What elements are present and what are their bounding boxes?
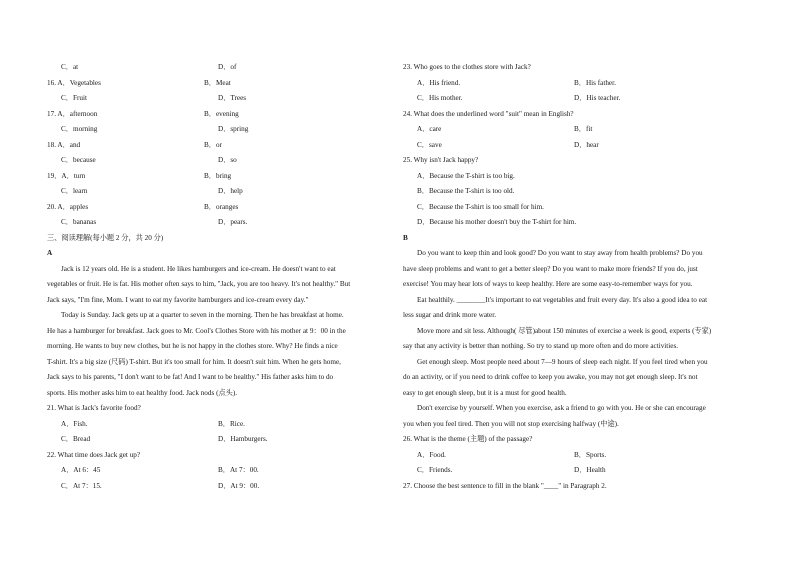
q24-row1: [403, 122, 748, 138]
q21-row1: [47, 417, 387, 433]
q26-row1: [403, 448, 748, 464]
passage-a-line: Jack is 12 years old. He is a student. He likes hamburgers and ice-cream. He doesn't want to eat: [61, 264, 336, 273]
passage-b-line: say that any activity is better than nothing. So try to stand up more often and do more activities.: [403, 342, 679, 350]
q17-option-b: B．evening: [204, 109, 239, 118]
q18-option-b: B．or: [204, 140, 222, 149]
passage-b-line: Don't exercise by yourself. When you exercise, ask a friend to go with you. He or she can encourage: [417, 404, 706, 412]
q22-option-c: C．At 7：15.: [61, 481, 102, 490]
passage-a-line: T-shirt. It's a big size (尺码) T-shirt. But it's too small for him. It doesn't suit him. When he gets home,: [47, 357, 341, 366]
q16-option-a: 16. A．Vegetables: [47, 78, 101, 87]
q22-row1: [47, 463, 387, 479]
q15-option-c: C．at: [61, 63, 79, 71]
q24-option-c: C．save: [417, 140, 442, 149]
passage-a-line: vegetables or fruit. He is fat. His mother often says to him, "Jack, you are too heavy. It's not healthy." But: [47, 280, 351, 288]
passage-a-line: Jack says, "I'm fine, Mom. I want to eat my favorite hamburgers and ice-cream every day.": [47, 295, 309, 304]
q23-option-a: A．His friend.: [417, 78, 461, 87]
q16-option-d: D．Trees: [218, 94, 247, 102]
q19-option-a: 19．A．turn: [47, 171, 86, 180]
q18-row2: [47, 153, 387, 169]
q20-row1: [47, 200, 387, 216]
passage-a-line: morning. He wants to buy new clothes, but he is not happy in the clothes store. Why? He finds a nice: [47, 342, 338, 350]
q21-stem: 21. What is Jack's favorite food?: [47, 404, 141, 412]
q20-option-b: B．oranges: [204, 202, 239, 211]
q17-row2: [47, 122, 387, 138]
passage-a-title: A: [47, 249, 53, 257]
q17-option-d: D．spring: [218, 125, 249, 133]
q19-option-c: C．learn: [61, 187, 88, 195]
passage-b-line: less sugar and drink more water.: [403, 311, 497, 319]
q22-option-b: B．At 7：00.: [218, 466, 259, 474]
q24-option-a: A．care: [417, 125, 442, 133]
q22-row2: [47, 479, 387, 495]
q18-row1: [47, 138, 387, 154]
q16-row1: [47, 76, 387, 92]
q26-option-b: B．Sports.: [574, 450, 607, 459]
left-column: [47, 60, 387, 494]
q22-option-a: A．At 6：45: [61, 466, 101, 474]
q17-option-a: 17. A．afternoon: [47, 109, 98, 118]
q21-option-c: C．Bread: [61, 435, 91, 443]
q23-option-c: C．His mother.: [417, 94, 463, 102]
q26-option-c: C．Friends.: [417, 466, 453, 474]
q23-row1: [403, 76, 748, 92]
passage-b-line: Get enough sleep. Most people need about 7—9 hours of sleep each night. If you feel tired when you: [417, 357, 708, 366]
q18-option-c: C．because: [61, 156, 96, 164]
q25-stem: 25. Why isn't Jack happy?: [403, 156, 479, 164]
q21-option-a: A．Fish.: [61, 419, 88, 428]
q21-option-d: D．Hamburgers.: [218, 435, 268, 443]
q25-option-a: A．Because the T-shirt is too big.: [417, 171, 515, 180]
q24-row2: [403, 138, 748, 154]
q24-stem: 24. What does the underlined word "suit" mean in English?: [403, 109, 574, 118]
passage-a-line: sports. His mother asks him to eat healthy food. Jack nods (点头).: [47, 388, 238, 397]
q20-option-a: 20. A．apples: [47, 202, 89, 211]
q26-stem: 26. What is the theme (主题) of the passage?: [403, 435, 533, 443]
q19-option-b: B．bring: [204, 171, 232, 180]
q15-option-d: D．of: [218, 63, 237, 71]
q19-option-d: D．help: [218, 187, 243, 195]
q24-option-b: B．fit: [574, 125, 593, 133]
passage-b-line: easy to get enough sleep, but it is a must for good health.: [403, 388, 567, 397]
q15-options: [47, 60, 387, 76]
q18-option-d: D．so: [218, 156, 237, 164]
q21-row2: [47, 432, 387, 448]
passage-b-line: do an activity, or if you need to drink coffee to keep you awake, you may not get enough sleep. It's not: [403, 373, 698, 381]
q22-option-d: D．At 9：00.: [218, 481, 260, 490]
section-heading: 三、阅读理解(每小题 2 分，共 20 分): [47, 233, 164, 242]
q23-option-d: D．His teacher.: [574, 94, 621, 102]
passage-b-line: exercise! You may hear lots of ways to keep healthy. Here are some easy-to-remember ways for you.: [403, 280, 693, 288]
q26-row2: [403, 463, 748, 479]
passage-b-line: Move more and sit less. Although( 尽管)about 150 minutes of exercise a week is good, experts (专家): [417, 326, 712, 335]
q26-option-a: A．Food.: [417, 450, 446, 459]
q20-option-d: D．pears.: [218, 218, 248, 226]
q20-row2: [47, 215, 387, 231]
passage-b-line: you when you feel tired. Then you will not stop exercising halfway (中途).: [403, 419, 619, 428]
passage-b-line: Do you want to keep thin and look good? Do you want to stay away from health problems? Do you: [417, 249, 703, 257]
q23-stem: 23. Who goes to the clothes store with Jack?: [403, 63, 531, 71]
q24-option-d: D．hear: [574, 140, 599, 149]
q18-option-a: 18. A．and: [47, 140, 81, 149]
passage-b-title: B: [403, 233, 408, 242]
q21-option-b: B．Rice.: [218, 419, 245, 428]
right-column: [403, 60, 748, 494]
passage-a-line: Today is Sunday. Jack gets up at a quarter to seven in the morning. Then he has breakfast at home.: [61, 311, 344, 319]
q22-stem: 22. What time does Jack get up?: [47, 450, 141, 459]
q19-row1: [47, 169, 387, 185]
q17-row1: [47, 107, 387, 123]
q23-option-b: B．His father.: [574, 78, 616, 87]
passage-b-line: Eat healthily. ________It's important to eat vegetables and fruit every day. It's also a good idea to eat: [417, 295, 708, 304]
q25-option-c: C．Because the T-shirt is too small for him.: [417, 202, 544, 211]
q25-option-d: D．Because his mother doesn't buy the T-shirt for him.: [417, 218, 577, 226]
q27-stem: 27. Choose the best sentence to fill in the blank "____" in Paragraph 2.: [403, 481, 607, 490]
q16-option-b: B．Meat: [204, 78, 231, 87]
q19-row2: [47, 184, 387, 200]
passage-a-line: Jack says to his parents, "I don't want to be fat! And I want to be healthy." His father asks him to do: [47, 373, 334, 381]
passage-b-line: have sleep problems and want to get a better sleep? Do you want to make more friends? If you do, just: [403, 264, 698, 273]
q20-option-c: C．bananas: [61, 218, 97, 226]
q17-option-c: C．morning: [61, 125, 98, 133]
q23-row2: [403, 91, 748, 107]
q26-option-d: D．Health: [574, 466, 606, 474]
passage-a-line: He has a hamburger for breakfast. Jack goes to Mr. Cool's Clothes Store with his mother at 9：00 in the: [47, 326, 346, 335]
q16-row2: [47, 91, 387, 107]
q16-option-c: C．Fruit: [61, 94, 87, 102]
q25-option-b: B．Because the T-shirt is too old.: [417, 187, 515, 195]
